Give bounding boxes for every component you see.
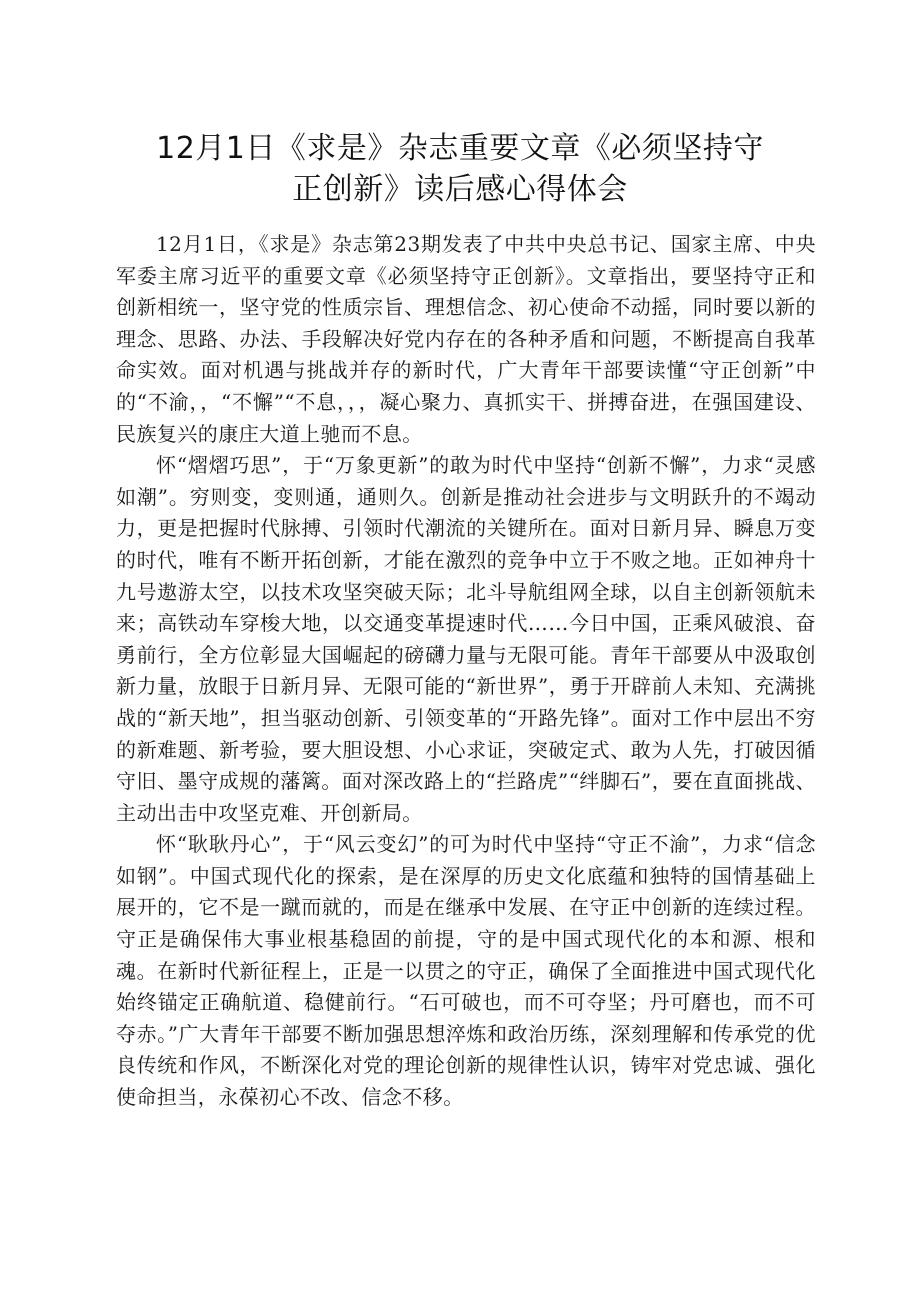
- paragraph-3: 怀“耿耿丹心”，于“风云变幻”的可为时代中坚持“守正不渝”，力求“信念如钢”。中国式现代化的探索，是在深厚的历史文化底蕴和独特的国情基础上展开的，它不是一蹴而就的，而是在继承中发展、在守正中创新的连续过程。守正是确保伟大事业根基稳固的前提，守的是中国式现代化的本和源、根和魂。在新时代新征程上，正是一以贯之的守正，确保了全面推进中国式现代化始终锚定正确航道、稳健前行。“石可破也，而不可夺坚；丹可磨也，而不可夺赤。”广大青年干部要不断加强思想淬炼和政治历练，深刻理解和传承党的优良传统和作风，不断深化对党的理论创新的规律性认识，铸牢对党忠诚、强化使命担当，永葆初心不改、信念不移。: [116, 832, 816, 1110]
- title-line-2: 正创新》读后感心得体会: [292, 172, 628, 207]
- paragraph-1: 12月1日，《求是》杂志第23期发表了中共中央总书记、国家主席、中央军委主席习近平的重要文章《必须坚持守正创新》。文章指出，要坚持守正和创新相统一，坚守党的性质宗旨、理想信念、初心使命不动摇，同时要以新的理念、思路、办法、手段解决好党内存在的各种矛盾和问题，不断提高自我革命实效。面对机遇与挑战并存的新时代，广大青年干部要读懂“守正创新”中的“不渝，，“不懈”“不息，，，凝心聚力、真抓实干、拼搏奋进，在强国建设、民族复兴的康庄大道上驰而不息。: [116, 232, 816, 446]
- document-body: [116, 229, 816, 1114]
- paragraph-2: 怀“熠熠巧思”，于“万象更新”的敢为时代中坚持“创新不懈”，力求“灵感如潮”。穷则变，变则通，通则久。创新是推动社会进步与文明跃升的不竭动力，更是把握时代脉搏、引领时代潮流的关键所在。面对日新月异、瞬息万变的时代，唯有不断开拓创新，才能在激烈的竞争中立于不败之地。正如神舟十九号遨游太空，以技术攻坚突破天际；北斗导航组网全球，以自主创新领航未来；高铁动车穿梭大地，以交通变革提速时代……今日中国，正乘风破浪、奋勇前行，全方位彰显大国崛起的磅礴力量与无限可能。青年干部要从中汲取创新力量，放眼于日新月异、无限可能的“新世界”，勇于开辟前人未知、充满挑战的“新天地”，担当驱动创新、引领变革的“开路先锋”。面对工作中层出不穷的新难题、新考验，要大胆设想、小心求证，突破定式、敢为人先，打破因循守旧、墨守成规的藩篱。面对深改路上的“拦路虎”“绊脚石”，要在直面挑战、主动出击中攻坚克难、开创新局。: [116, 453, 816, 825]
- document-title: [110, 128, 810, 210]
- title-line-1: 12月1日《求是》杂志重要文章《必须坚持守: [156, 131, 764, 166]
